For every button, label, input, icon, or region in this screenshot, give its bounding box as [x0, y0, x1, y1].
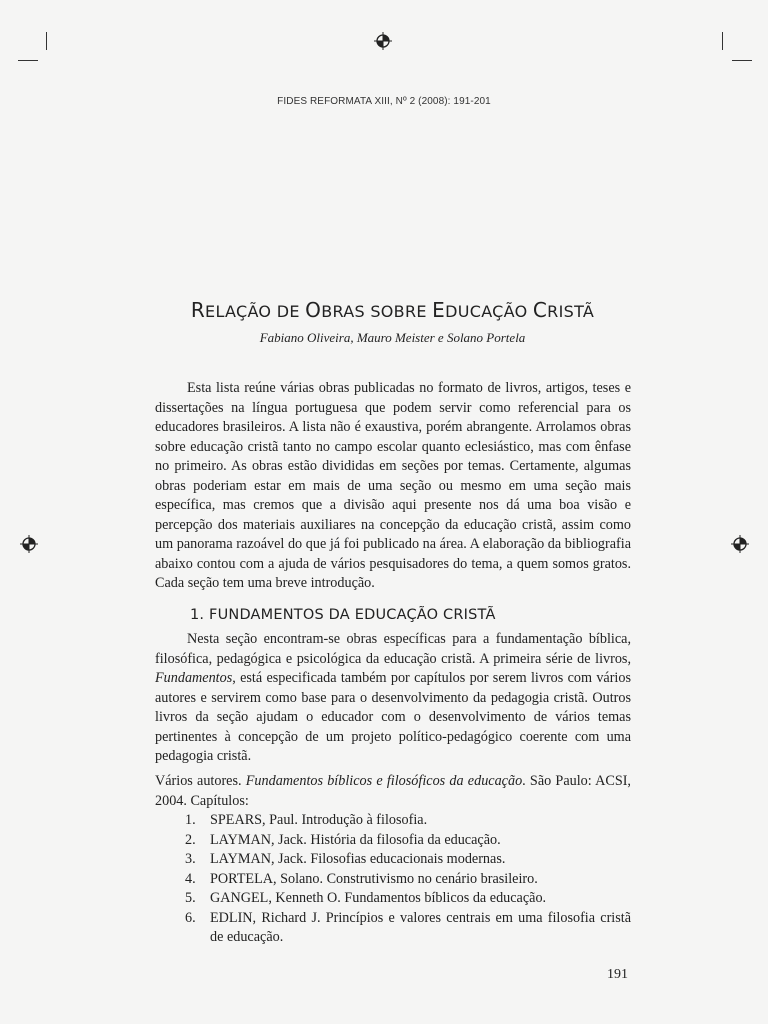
bibliography-entry: Vários autores. Fundamentos bíblicos e filosóficos da educação. São Paulo: ACSI, 2004. Capítulos: 1. SPEARS, Paul. Introdução à filosofia. 2. LAYMAN, Jack. História da filosofia da educação. 3. LAYMAN, Jack. Filosofias educacionais modernas. 4. PORTELA, Solano. Construtivismo no cenário brasileiro. 5. GANGEL, Kenneth O. Fundamentos bíblicos da educação. 6. EDLIN, Richard J. Princípios e valores centrais em uma filosofia cristã de educação. [155, 772, 631, 948]
title-part: EDUCAÇÃO [432, 298, 533, 322]
section-paragraph: Nesta seção encontram-se obras específicas para a fundamentação bíblica, filosófica, pedagógica e psicológica da educação cristã. A primeira série de livros, Fundamentos, está especificada também por capítulos por serem livros com vários autores e servirem como base para o desenvolvimento da pedagogia cristã. Outros livros da seção ajudam o educador com o desenvolvimento de vários temas pertinentes à concepção de um projeto político-pedagógico coerente com uma pedagogia cristã. [155, 631, 631, 764]
page-number: 191 [607, 967, 628, 982]
registration-mark-icon [20, 535, 38, 553]
book-title: Fundamentos [155, 670, 233, 686]
crop-mark [18, 60, 38, 61]
article-authors: Fabiano Oliveira, Mauro Meister e Solano Portela [259, 330, 526, 345]
article-title [0, 298, 768, 322]
list-item: 1. SPEARS, Paul. Introdução à filosofia. [185, 812, 428, 828]
registration-mark-icon [731, 535, 749, 553]
book-title: Fundamentos bíblicos e filosóficos da educação [245, 773, 523, 789]
list-item: 3. LAYMAN, Jack. Filosofias educacionais modernas. [185, 851, 506, 867]
title-part: RELAÇÃO DE [190, 298, 306, 322]
crop-mark [732, 60, 752, 61]
intro-paragraph: Esta lista reúne várias obras publicadas no formato de livros, artigos, teses e dissertações na língua portuguesa que podem servir como referencial para os educadores brasileiros. A lista não é exaustiva, porém abrangente. Arrolamos obras sobre educação cristã tanto no campo escolar quanto eclesiástico, mas com ênfase no primeiro. As obras estão divididas em seções por temas. Certamente, algumas obras poderiam estar em mais de uma seção ou mesmo em uma seção mais específica, mas cremos que a divisão aqui presente nos dá uma boa visão e percepção dos materiais auxiliares na concepção da educação cristã, assim como um panorama razoável do que já foi publicado na área. A elaboração da bibliografia abaixo contou com a ajuda de vários pesquisadores do tema, a quem somos gratos. Cada seção tem uma breve introdução. [155, 380, 631, 591]
title-part: CRISTÃ [532, 298, 595, 322]
list-item: 5. GANGEL, Kenneth O. Fundamentos bíblicos da educação. [185, 890, 547, 906]
registration-mark-icon [374, 32, 392, 50]
title-part: OBRAS SOBRE [305, 298, 433, 322]
running-header: FIDES REFORMATA XIII, Nº 2 (2008): 191-201 [277, 96, 491, 107]
crop-mark [46, 32, 47, 50]
list-item: 6. EDLIN, Richard J. Princípios e valores centrais em uma filosofia cristã de educação. [185, 909, 631, 945]
list-item: 2. LAYMAN, Jack. História da filosofia da educação. [185, 831, 501, 848]
chapter-list [155, 811, 631, 948]
section-heading: 1. FUNDAMENTOS DA EDUCAÇÃO CRISTÃ [190, 607, 496, 623]
list-item: 4. PORTELA, Solano. Construtivismo no cenário brasileiro. [185, 870, 538, 887]
crop-mark [722, 32, 723, 50]
